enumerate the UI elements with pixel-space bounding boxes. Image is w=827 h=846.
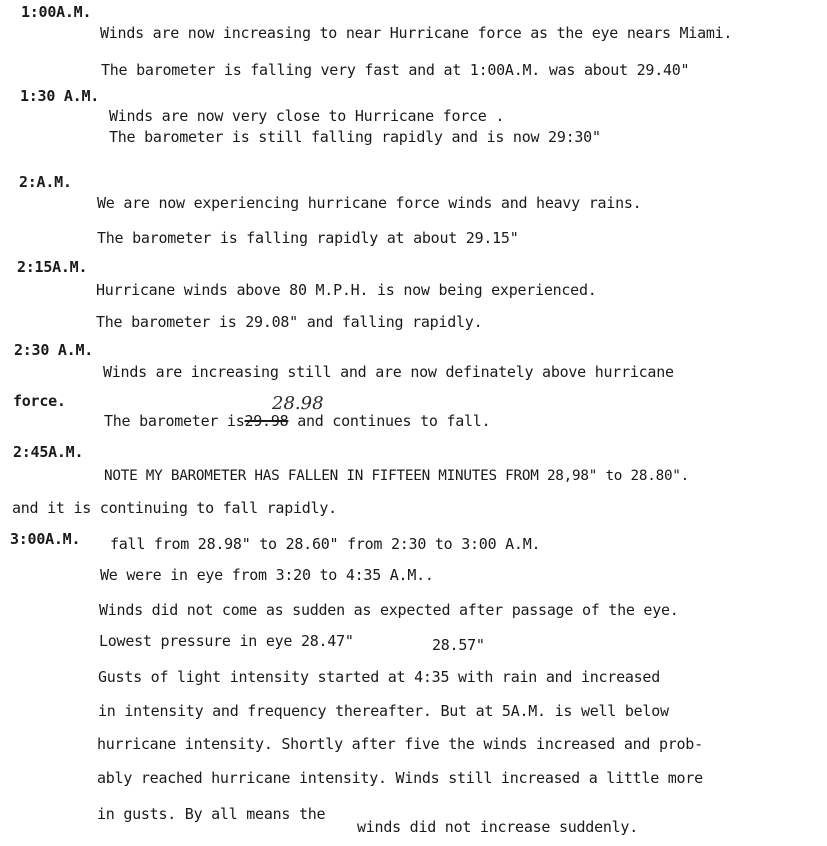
handwritten-correction: 28.98 [272, 393, 324, 414]
barometer-suffix: and continues to fall. [297, 412, 491, 430]
log-line: and it is continuing to fall rapidly. [12, 499, 337, 517]
entry-time: 2:45A.M. [13, 443, 84, 461]
log-line: in gusts. By all means the [97, 805, 326, 823]
log-line: force. [13, 392, 66, 410]
log-line-annotation: 28.57" [432, 636, 485, 654]
log-line: Lowest pressure in eye 28.47" [99, 632, 354, 650]
log-line: Winds are now very close to Hurricane force . [109, 107, 505, 125]
log-line: We are now experiencing hurricane force winds and heavy rains. [97, 194, 642, 212]
log-line: Winds did not come as sudden as expected after passage of the eye. [99, 601, 679, 619]
log-line: The barometer is falling rapidly at about 29.15" [97, 229, 519, 247]
log-line: winds did not increase suddenly. [357, 818, 638, 836]
log-line: hurricane intensity. Shortly after five the winds increased and prob- [97, 735, 703, 753]
log-line: Winds are increasing still and are now definately above hurricane [103, 363, 674, 381]
log-line: fall from 28.98" to 28.60" from 2:30 to 3:00 A.M. [110, 535, 541, 553]
barometer-correction-line [104, 412, 490, 430]
struck-barometer-value: 29.98 [244, 412, 289, 430]
log-line: We were in eye from 3:20 to 4:35 A.M.. [100, 566, 434, 584]
log-line: Winds are now increasing to near Hurricane force as the eye nears Miami. [100, 24, 733, 42]
log-line: NOTE MY BAROMETER HAS FALLEN IN FIFTEEN MINUTES FROM 28,98" to 28.80". [104, 468, 690, 484]
entry-time: 2:30 A.M. [14, 341, 94, 359]
entry-time: 2:A.M. [19, 173, 72, 191]
log-line: The barometer is 29.08" and falling rapidly. [96, 313, 483, 331]
entry-time: 1:00A.M. [21, 3, 92, 21]
log-line: The barometer is falling very fast and at 1:00A.M. was about 29.40" [101, 61, 690, 79]
entry-time: 1:30 A.M. [20, 87, 100, 105]
entry-time: 2:15A.M. [17, 258, 88, 276]
barometer-prefix: The barometer is [104, 412, 245, 430]
log-line: ably reached hurricane intensity. Winds still increased a little more [97, 769, 703, 787]
log-line: Gusts of light intensity started at 4:35 with rain and increased [98, 668, 660, 686]
entry-time: 3:00A.M. [10, 530, 81, 548]
log-line: in intensity and frequency thereafter. But at 5A.M. is well below [98, 702, 669, 720]
log-line: Hurricane winds above 80 M.P.H. is now being experienced. [96, 281, 597, 299]
log-line: The barometer is still falling rapidly and is now 29:30" [109, 128, 601, 146]
